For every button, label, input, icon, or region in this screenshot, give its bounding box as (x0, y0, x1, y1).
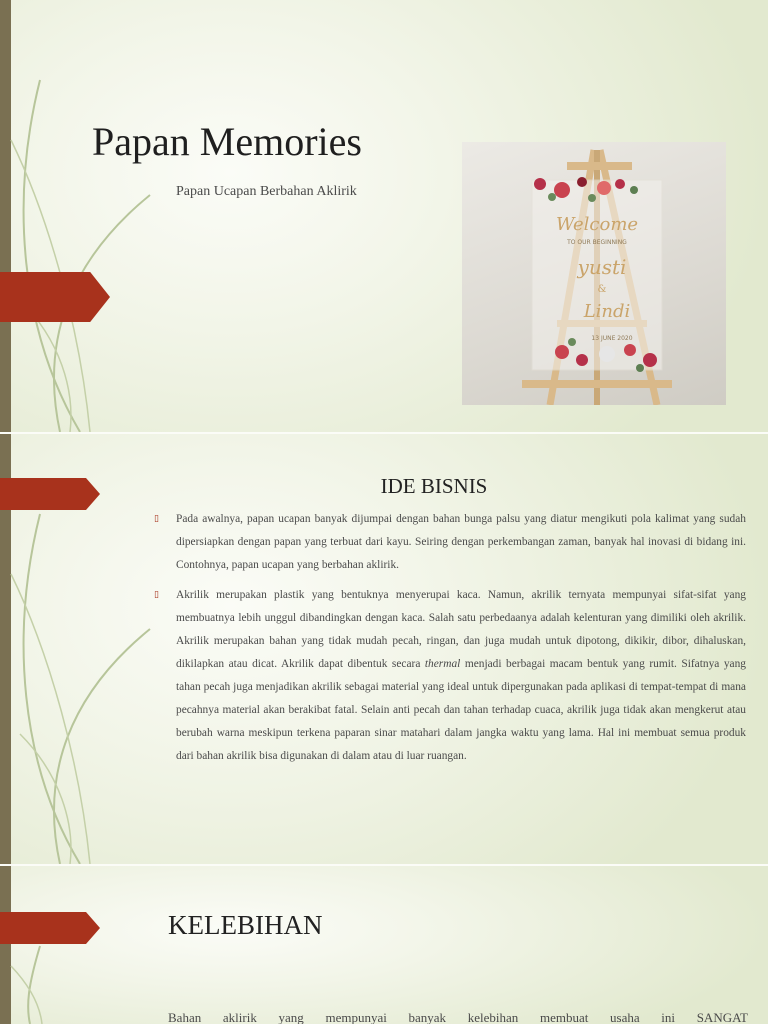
sign-text-name2: Lindi (583, 301, 631, 322)
bullet-text: Pada awalnya, papan ucapan banyak dijumpai dengan bahan bunga palsu yang diatur mengikuti pola kalimat yang sudah dipersiapkan dengan papan yang terbuat dari kayu. Seiring dengan perkembangan zaman, banyak hal inovasi di bidang ini. Contohnya, papan ucapan yang berbahan aklirik. (176, 513, 746, 571)
sign-text-beginning: TO OUR BEGINNING (567, 239, 627, 246)
acrylic-sign-photo (462, 142, 726, 405)
section-heading: IDE BISNIS (380, 474, 488, 498)
vine-decoration (0, 866, 200, 1024)
sign-text-date: 13 JUNE 2020 (591, 335, 633, 342)
page-title: Papan Memories (92, 119, 362, 164)
bullet-item (154, 584, 746, 768)
accent-arrow (0, 272, 110, 322)
square-bullet-icon: ▯ (154, 590, 159, 600)
page-subtitle: Papan Ucapan Berbahan Aklirik (176, 184, 357, 199)
sign-text-welcome: Welcome (555, 214, 639, 235)
bullet-list (154, 508, 746, 775)
accent-arrow (0, 912, 100, 944)
slide-kelebihan (0, 866, 768, 1024)
sign-text-name1: yusti (577, 255, 627, 279)
bullet-text: Akrilik merupakan plastik yang bentuknya menyerupai kaca. Namun, akrilik ternyata mempunyai sifat-sifat yang membuatnya lebih unggul dibandingkan dengan kaca. Salah satu perbedaanya adalah kelenturan yang dimiliki oleh akrilik. Akrilik merupakan bahan yang tidak mudah pecah, ringan, dan juga mudah untuk dipotong, dikikir, dibor, dihaluskan, dikilapkan atau dicat. Akrilik dapat dibentuk secara thermal menjadi berbagai macam bentuk yang rumit. Sifatnya yang tahan pecah juga menjadikan akrilik sebagai material yang ideal untuk dipergunakan pada aplikasi di tempat-tempat di mana pecahnya material akan berakibat fatal. Selain anti pecah dan tahan terhadap cuaca, akrilik juga tidak akan mengkerut atau berubah warna meskipun terkena paparan sinar matahari dalam jangka waktu yang lama. Hal ini membuat semua produk dari bahan akrilik bisa digunakan di dalam atau di luar ruangan. (176, 589, 746, 762)
slide-title (0, 0, 768, 432)
square-bullet-icon: ▯ (154, 514, 159, 524)
vine-decoration (0, 0, 200, 432)
slide-ide-bisnis (0, 434, 768, 864)
bullet-item (154, 508, 746, 577)
sign-text-amp: & (597, 284, 607, 295)
section-heading: KELEBIHAN (168, 910, 323, 940)
body-text: Bahan aklirik yang mempunyai banyak kelebihan membuat usaha ini SANGAT (168, 1010, 748, 1024)
